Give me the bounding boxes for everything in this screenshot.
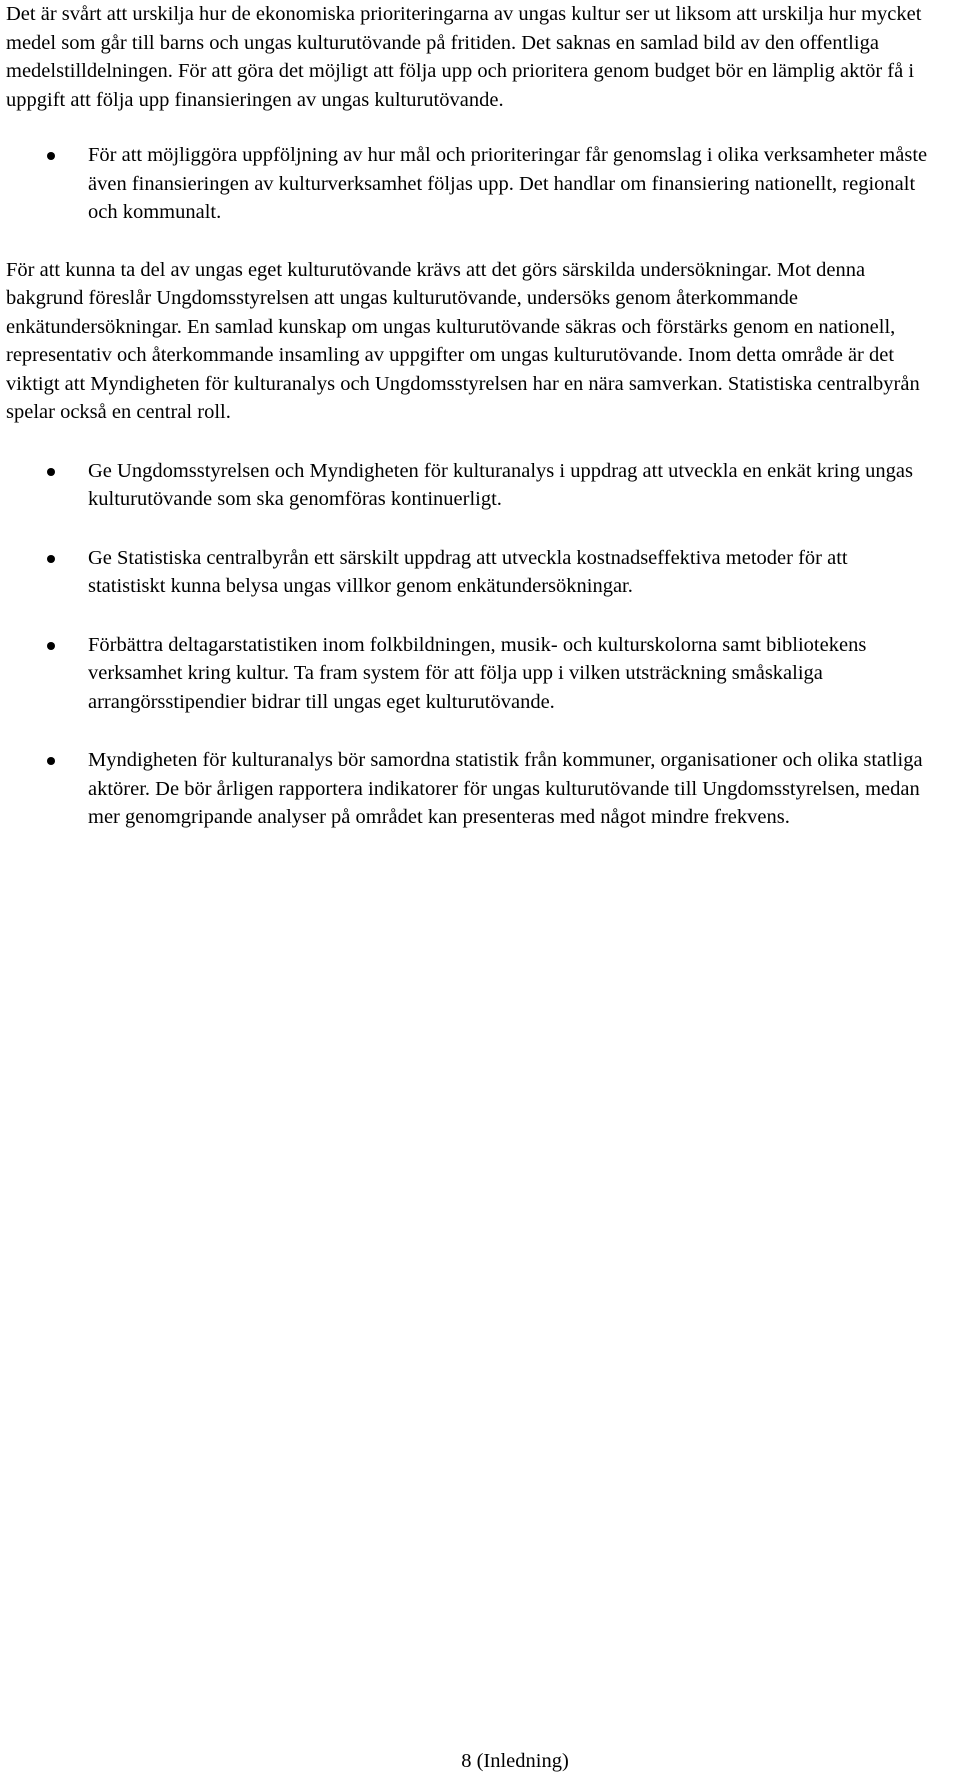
list-item (6, 141, 928, 227)
bullet-list-proposals (6, 457, 928, 832)
bullet-list-followup (6, 141, 928, 227)
list-item (6, 457, 928, 514)
bullet-icon (47, 555, 55, 563)
bullet-icon (47, 757, 55, 765)
bullet-icon (47, 152, 55, 160)
list-item (6, 544, 928, 601)
bullet-icon (47, 642, 55, 650)
list-item-text: Ge Statistiska centralbyrån ett särskilt uppdrag att utveckla kostnadseffektiva metoder för att statistiskt kunna belysa ungas villkor genom enkätundersökningar. (88, 546, 848, 597)
page-number: 8 (Inledning) (461, 1750, 569, 1772)
list-item (6, 631, 928, 717)
bullet-icon (47, 468, 55, 476)
page-footer (0, 1747, 960, 1776)
list-item-text: Myndigheten för kulturanalys bör samordna statistik från kommuner, organisationer och olika statliga aktörer. De bör årligen rapportera indikatorer för ungas kulturutövande till Ungdomsstyrelsen, medan mer genomgripande analyser på området kan presenteras med något mindre frekvens. (88, 749, 923, 828)
list-item-text: För att möjliggöra uppföljning av hur mål och prioriteringar får genomslag i olika verksamheter måste även finansieringen av kulturverksamhet följas upp. Det handlar om finansiering nationellt, regionalt och kommunalt. (88, 144, 928, 223)
document-page (6, 0, 928, 832)
body-paragraph: För att kunna ta del av ungas eget kulturutövande krävs att det görs särskilda undersökningar. Mot denna bakgrund föreslår Ungdomsstyrelsen att ungas kulturutövande, undersöks genom återkommande enkätundersökningar. En samlad kunskap om ungas kulturutövande säkras och förstärks genom en nationell, representativ och återkommande insamling av uppgifter om ungas kulturutövande. Inom detta område är det viktigt att Myndigheten för kulturanalys och Ungdomsstyrelsen har en nära samverkan. Statistiska centralbyrån spelar också en central roll. (6, 258, 920, 423)
list-item-text: Förbättra deltagarstatistiken inom folkbildningen, musik- och kulturskolorna samt bibliotekens verksamhet kring kultur. Ta fram system för att följa upp i vilken utsträckning småskaliga arrangörsstipendier bidrar till ungas eget kulturutövande. (88, 633, 867, 713)
list-item-text: Ge Ungdomsstyrelsen och Myndigheten för kulturanalys i uppdrag att utveckla en enkät kring ungas kulturutövande som ska genomföras kontinuerligt. (88, 459, 913, 510)
list-item (6, 746, 928, 832)
intro-paragraph: Det är svårt att urskilja hur de ekonomiska prioriteringarna av ungas kultur ser ut liksom att urskilja hur mycket medel som går till barns och ungas kulturutövande på fritiden. Det saknas en samlad bild av den offentliga medelstilldelningen. För att göra det möjligt att följa upp och prioritera genom budget bör en lämplig aktör få i uppgift att följa upp finansieringen av ungas kulturutövande. (6, 3, 922, 111)
